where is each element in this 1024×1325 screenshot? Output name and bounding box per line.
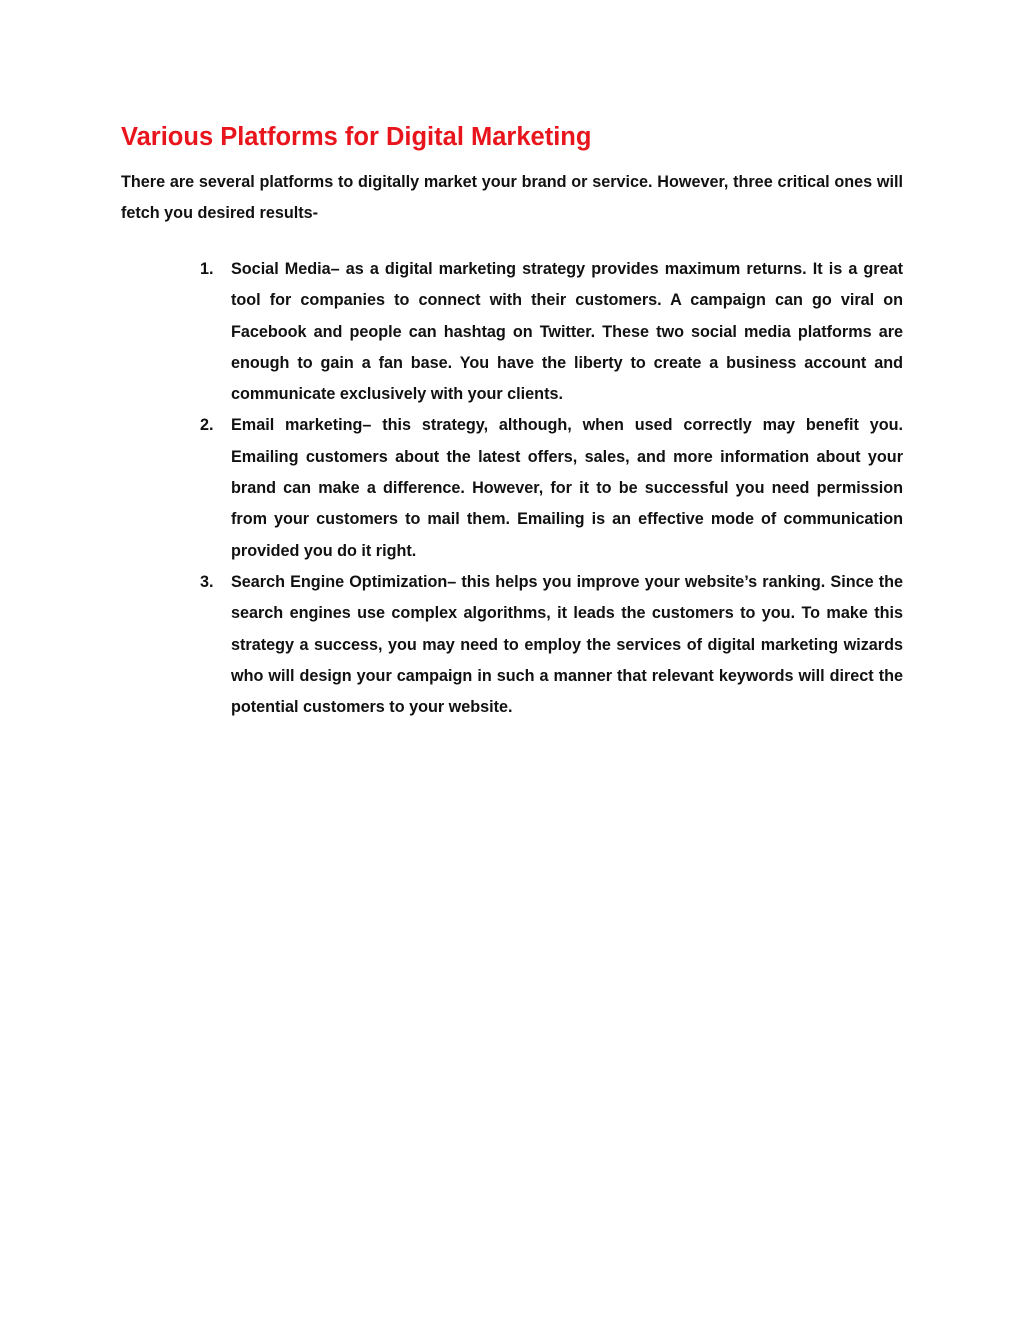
page-title: Various Platforms for Digital Marketing (121, 123, 592, 151)
list-item-text: Search Engine Optimization– this helps you improve your website’s ranking. Since the search engines use complex algorithms, it leads the customers to you. To make this strategy a success, you may need to employ the services of digital marketing wizards who will design your campaign in such a manner that relevant keywords will direct the potential customers to your website. (231, 572, 903, 717)
list-item-text: Social Media– as a digital marketing strategy provides maximum returns. It is a great tool for companies to connect with their customers. A campaign can go viral on Facebook and people can hashtag on Twitter. These two social media platforms are enough to gain a fan base. You have the liberty to create a business account and communicate exclusively with your clients. (231, 260, 903, 404)
list-item (0, 410, 1024, 566)
platform-list (0, 254, 1024, 723)
list-item (0, 567, 1024, 723)
intro-paragraph: There are several platforms to digitally market your brand or service. However, three critical ones will fetch you desired results- (121, 173, 903, 223)
list-item (0, 254, 1024, 410)
list-item-number: 1. (200, 260, 214, 278)
list-item-number: 3. (200, 572, 214, 591)
list-item-text: Email marketing– this strategy, although, when used correctly may benefit you. Emailing customers about the latest offers, sales, and more information about your brand can make a difference. However, for it to be successful you need permission from your customers to mail them. Emailing is an effective mode of communication provided you do it right. (231, 416, 903, 560)
list-item-number: 2. (200, 416, 214, 435)
